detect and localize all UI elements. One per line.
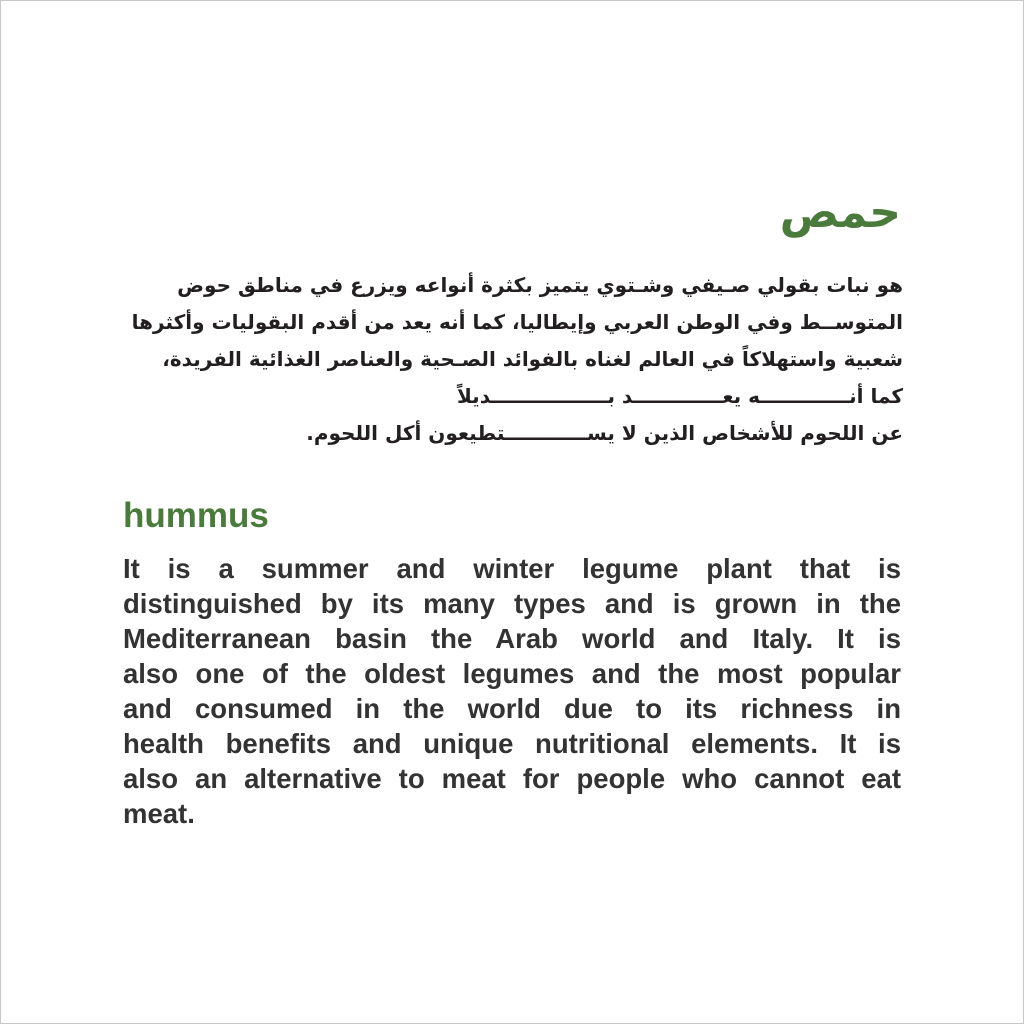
english-title: hummus: [123, 496, 269, 535]
english-line: It is a summer and winter legume plant that is: [123, 553, 901, 584]
english-line: also one of the oldest legumes and the most popular: [123, 658, 901, 689]
arabic-paragraph: [123, 267, 903, 452]
english-line: also an alternative to meat for people who cannot eat: [123, 763, 901, 794]
english-line: meat.: [123, 798, 195, 829]
arabic-line: كما أنـــــــــــــه يعـــــــــــــد بـــــــــــــــــديلاً: [457, 384, 903, 408]
english-line: Mediterranean basin the Arab world and Italy. It is: [123, 623, 901, 654]
english-line: distinguished by its many types and is grown in the: [123, 588, 901, 619]
arabic-title: حمص: [779, 187, 901, 238]
arabic-line: شعبية واستهلاكاً في العالم لغناه بالفوائد الصـحية والعناصر الغذائية الفريدة،: [162, 347, 903, 371]
arabic-line: هو نبات بقولي صـيفي وشـتوي يتميز بكثرة أنواعه ويزرع في مناطق حوض: [177, 273, 903, 297]
english-paragraph: [123, 551, 901, 831]
english-line: and consumed in the world due to its richness in: [123, 693, 901, 724]
arabic-line: المتوســط وفي الوطن العربي وإيطاليا، كما أنه يعد من أقدم البقوليات وأكثرها: [131, 310, 903, 334]
english-line: health benefits and unique nutritional elements. It is: [123, 728, 901, 759]
arabic-line: عن اللحوم للأشخاص الذين لا يســــــــــــتطيعون أكل اللحوم.: [306, 421, 903, 445]
